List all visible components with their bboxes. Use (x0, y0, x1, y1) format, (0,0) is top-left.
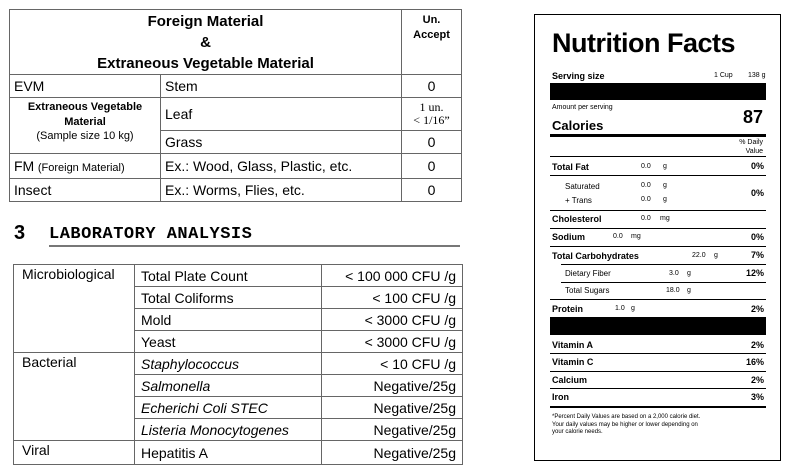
total-carbs-label: Total Carbohydrates (552, 251, 639, 261)
fm-label (10, 154, 161, 179)
nutrition-facts-title: Nutrition Facts (552, 28, 736, 58)
table-row (14, 265, 463, 287)
divider (550, 406, 766, 408)
fm-value: 0 (402, 154, 462, 179)
test-result: Negative/25g (322, 375, 463, 397)
calories-value: 87 (742, 107, 763, 127)
saturated-fat-amount: 0.0 (641, 182, 651, 189)
category-bacterial: Bacterial (14, 353, 135, 441)
vitamin-c-dv: 16% (745, 357, 764, 367)
daily-value-header-line1: % Daily (739, 139, 763, 146)
test-result: < 10 CFU /g (322, 353, 463, 375)
total-sugars-unit: g (687, 287, 691, 294)
divider (550, 299, 766, 300)
unaccept-line1: Un. (422, 14, 441, 26)
footnote-line2: Your daily values may be higher or lower depending on (552, 421, 698, 428)
total-sugars-amount: 18.0 (666, 287, 680, 294)
dietary-fiber-unit: g (687, 270, 691, 277)
protein-unit: g (631, 305, 635, 312)
total-carbs-dv: 7% (750, 250, 764, 260)
protein-label: Protein (552, 304, 584, 314)
leaf-value-line1: 1 un. (419, 100, 444, 114)
test-result: < 3000 CFU /g (322, 309, 463, 331)
fm-header-line3: Extraneous Vegetable Material (97, 54, 314, 72)
iron-dv: 3% (750, 392, 764, 402)
vitamin-a-dv: 2% (750, 340, 764, 350)
table-row (14, 353, 463, 375)
trans-fat-label: + Trans (565, 196, 592, 205)
saturated-fat-dv: 0% (750, 188, 764, 198)
thick-divider (550, 317, 766, 335)
leaf-value-line2: < 1/16” (413, 113, 450, 127)
cholesterol-unit: mg (660, 215, 670, 222)
evm-full-line2: Material (64, 116, 106, 128)
dietary-fiber-label: Dietary Fiber (565, 269, 611, 278)
test-result: < 100 CFU /g (322, 287, 463, 309)
medium-divider (550, 134, 766, 137)
unaccept-header (402, 10, 462, 75)
divider (550, 175, 766, 176)
stem-value: 0 (402, 75, 462, 98)
test-name: Echerichi Coli STEC (135, 397, 322, 419)
serving-size-weight: 138 g (748, 72, 766, 79)
serving-size-qty: 1 Cup (714, 72, 733, 79)
amount-per-serving: Amount per serving (552, 104, 613, 111)
unaccept-line2: Accept (413, 29, 450, 41)
evm-sample-size: (Sample size 10 kg) (36, 130, 134, 142)
total-carbs-amount: 22.0 (692, 252, 706, 259)
category-microbiological: Microbiological (14, 265, 135, 353)
divider (550, 353, 766, 354)
calcium-label: Calcium (552, 375, 588, 385)
divider (561, 264, 766, 265)
leaf-value (402, 98, 462, 131)
test-result: Negative/25g (322, 441, 463, 465)
evm-description (10, 98, 161, 154)
test-name: Listeria Monocytogenes (135, 419, 322, 441)
sodium-label: Sodium (552, 232, 585, 242)
fm-abbrev: FM (14, 158, 35, 174)
fm-header-line1: Foreign Material (147, 12, 264, 30)
divider (550, 228, 766, 229)
footnote (552, 414, 768, 437)
daily-value-header-line2: Value (745, 148, 763, 155)
total-fat-label: Total Fat (552, 162, 589, 172)
evm-full-line1: Extraneous Vegetable (27, 101, 143, 113)
saturated-fat-unit: g (663, 182, 667, 189)
test-name: Yeast (135, 331, 322, 353)
test-name: Total Plate Count (135, 265, 322, 287)
fm-header-line2: & (200, 33, 211, 51)
test-result: Negative/25g (322, 397, 463, 419)
serving-size-label: Serving size (552, 71, 605, 81)
test-name: Staphylococcus (135, 353, 322, 375)
total-sugars-label: Total Sugars (565, 286, 610, 295)
test-result: Negative/25g (322, 419, 463, 441)
test-name: Salmonella (135, 375, 322, 397)
calcium-dv: 2% (750, 375, 764, 385)
section-number: 3 (14, 222, 26, 244)
divider (550, 210, 766, 211)
fm-examples: Ex.: Wood, Glass, Plastic, etc. (161, 154, 402, 179)
category-viral: Viral (14, 441, 135, 465)
insect-label: Insect (10, 179, 161, 202)
total-fat-amount: 0.0 (641, 163, 651, 170)
section-title: LABORATORY ANALYSIS (49, 225, 253, 244)
foreign-material-table (9, 9, 462, 202)
sodium-unit: mg (631, 233, 641, 240)
stem-label: Stem (161, 75, 402, 98)
test-result: < 3000 CFU /g (322, 331, 463, 353)
sodium-dv: 0% (750, 232, 764, 242)
iron-label: Iron (552, 392, 569, 402)
test-name: Hepatitis A (135, 441, 322, 465)
divider (550, 371, 766, 372)
divider (550, 246, 766, 247)
test-name: Total Coliforms (135, 287, 322, 309)
evm-label: EVM (10, 75, 161, 98)
footnote-line3: your calorie needs. (552, 429, 603, 435)
grass-label: Grass (161, 131, 402, 154)
total-fat-dv: 0% (750, 161, 764, 171)
thick-divider (550, 83, 766, 100)
test-name: Mold (135, 309, 322, 331)
protein-dv: 2% (750, 304, 764, 314)
divider (561, 282, 766, 283)
insect-value: 0 (402, 179, 462, 202)
fm-full: (Foreign Material) (37, 162, 125, 174)
calories-label: Calories (552, 118, 604, 133)
trans-fat-amount: 0.0 (641, 196, 651, 203)
dietary-fiber-amount: 3.0 (669, 270, 679, 277)
total-fat-unit: g (663, 163, 667, 170)
cholesterol-label: Cholesterol (552, 214, 602, 224)
protein-amount: 1.0 (615, 305, 625, 312)
divider (550, 388, 766, 389)
vitamin-c-label: Vitamin C (552, 357, 594, 367)
saturated-fat-label: Saturated (565, 182, 600, 191)
grass-value: 0 (402, 131, 462, 154)
laboratory-analysis-table (13, 264, 463, 465)
sodium-amount: 0.0 (613, 233, 623, 240)
section-title-underline (49, 245, 460, 247)
fm-table-header (10, 10, 402, 75)
cholesterol-amount: 0.0 (641, 215, 651, 222)
divider (550, 156, 766, 157)
nutrition-facts-label (534, 14, 781, 461)
insect-examples: Ex.: Worms, Flies, etc. (161, 179, 402, 202)
total-carbs-unit: g (714, 252, 718, 259)
footnote-line1: *Percent Daily Values are based on a 2,000 calorie diet. (552, 414, 701, 420)
vitamin-a-label: Vitamin A (552, 340, 594, 350)
table-row (14, 441, 463, 465)
daily-value-header (739, 138, 763, 156)
test-result: < 100 000 CFU /g (322, 265, 463, 287)
dietary-fiber-dv: 12% (745, 268, 764, 278)
trans-fat-unit: g (663, 196, 667, 203)
leaf-label: Leaf (161, 98, 402, 131)
